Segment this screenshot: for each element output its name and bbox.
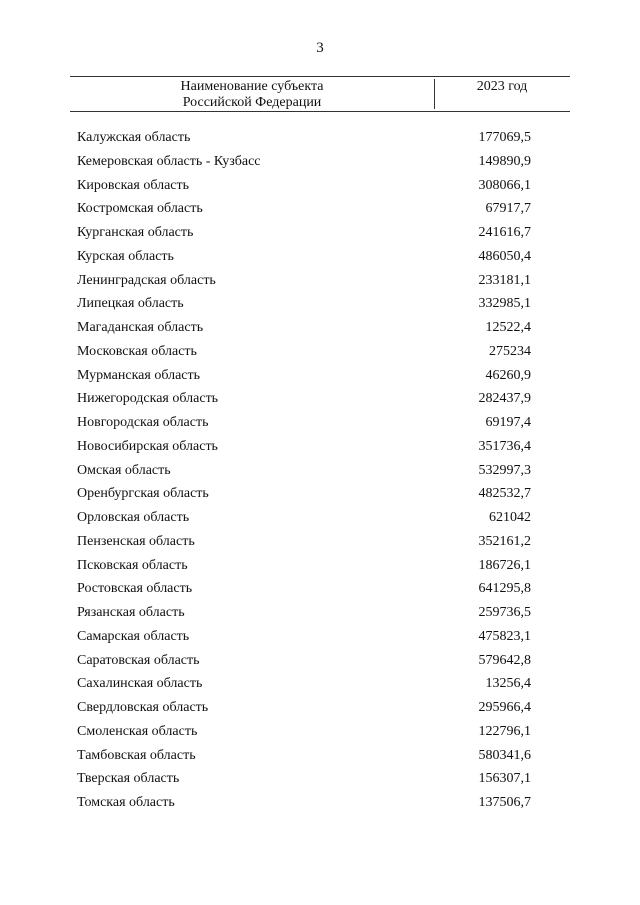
- region-name: Сахалинская область: [77, 676, 203, 692]
- table-row: [77, 793, 537, 817]
- region-name: Новосибирская область: [77, 438, 218, 454]
- region-name: Мурманская область: [77, 367, 201, 383]
- table-row: [77, 247, 537, 271]
- table-row: [77, 722, 537, 746]
- region-value: 475823,1: [478, 628, 531, 644]
- table-row: [77, 508, 537, 532]
- region-value: 233181,1: [478, 272, 531, 288]
- header-region-name-line1: Наименование субъекта: [180, 79, 324, 94]
- table-body: [77, 128, 537, 817]
- region-name: Магаданская область: [77, 320, 204, 335]
- region-value: 156307,1: [478, 771, 531, 787]
- table-row: [77, 176, 537, 200]
- region-value: 13256,4: [485, 676, 531, 692]
- region-value: 579642,8: [478, 652, 531, 668]
- region-value: 241616,7: [478, 225, 531, 240]
- table-row: [77, 318, 537, 342]
- region-value: 352161,2: [478, 533, 531, 549]
- table-row: [77, 603, 537, 627]
- region-value: 482532,7: [478, 486, 531, 502]
- region-value: 149890,9: [478, 153, 531, 169]
- region-value: 122796,1: [478, 723, 531, 739]
- table-row: [77, 746, 537, 770]
- table-row: [77, 437, 537, 461]
- table-row: [77, 674, 537, 698]
- region-value: 282437,9: [478, 391, 531, 407]
- region-name: Курская область: [77, 248, 174, 264]
- header-region-name-line2: Российской Федерации: [182, 95, 322, 110]
- region-name: Псковская область: [77, 557, 188, 573]
- table-header: [70, 76, 570, 112]
- region-name: Рязанская область: [77, 605, 185, 620]
- table-row: [77, 271, 537, 295]
- table-row: [77, 651, 537, 675]
- region-name: Самарская область: [77, 628, 190, 644]
- region-name: Свердловская область: [77, 700, 209, 715]
- region-value: 641295,8: [478, 581, 531, 597]
- region-name: Пензенская область: [77, 533, 195, 549]
- region-name: Тверская область: [77, 771, 180, 787]
- table-row: [77, 556, 537, 580]
- region-name: Курганская область: [77, 225, 194, 240]
- region-name: Костромская область: [77, 201, 203, 217]
- table-row: [77, 128, 537, 152]
- region-name: Саратовская область: [77, 652, 200, 668]
- table-row: [77, 769, 537, 793]
- region-name: Калужская область: [77, 130, 191, 145]
- region-name: Тамбовская область: [77, 747, 196, 763]
- region-value: 67917,7: [485, 201, 531, 217]
- region-value: 532997,3: [478, 462, 531, 478]
- region-value: 177069,5: [478, 130, 531, 145]
- table-row: [77, 389, 537, 413]
- region-name: Орловская область: [77, 510, 190, 525]
- table-row: [77, 532, 537, 556]
- table-row: [77, 484, 537, 508]
- region-value: 295966,4: [478, 700, 531, 715]
- region-value: 69197,4: [485, 415, 531, 430]
- region-value: 259736,5: [478, 605, 531, 620]
- region-name: Кировская область: [77, 177, 190, 193]
- region-name: Омская область: [77, 462, 171, 478]
- region-name: Липецкая область: [77, 296, 184, 312]
- region-name: Новгородская область: [77, 415, 209, 430]
- table-row: [77, 152, 537, 176]
- region-name: Нижегородская область: [77, 391, 219, 407]
- table-row: [77, 223, 537, 247]
- region-name: Московская область: [77, 343, 197, 359]
- table-row: [77, 199, 537, 223]
- region-name: Оренбургская область: [77, 486, 209, 502]
- header-region-name: [70, 79, 435, 109]
- region-name: Смоленская область: [77, 723, 198, 739]
- table-row: [77, 366, 537, 390]
- region-value: 46260,9: [485, 367, 531, 383]
- region-value: 137506,7: [478, 795, 531, 810]
- table-row: [77, 294, 537, 318]
- region-name: Ленинградская область: [77, 272, 216, 288]
- table-row: [77, 627, 537, 651]
- header-year: 2023 год: [476, 79, 528, 94]
- region-value: 186726,1: [478, 557, 531, 573]
- table-row: [77, 698, 537, 722]
- region-value: 308066,1: [478, 177, 531, 193]
- table-row: [77, 342, 537, 366]
- region-name: Ростовская область: [77, 581, 193, 597]
- region-name: Кемеровская область - Кузбасс: [77, 153, 261, 169]
- table-row: [77, 413, 537, 437]
- region-value: 580341,6: [478, 747, 531, 763]
- table-row: [77, 461, 537, 485]
- region-value: 12522,4: [485, 320, 531, 335]
- region-value: 275234: [489, 343, 531, 359]
- region-value: 332985,1: [478, 296, 531, 312]
- region-value: 351736,4: [478, 438, 531, 454]
- page-number: 3: [316, 40, 324, 56]
- region-name: Томская область: [77, 795, 175, 810]
- region-value: 486050,4: [478, 248, 531, 264]
- region-value: 621042: [489, 510, 531, 525]
- table-row: [77, 579, 537, 603]
